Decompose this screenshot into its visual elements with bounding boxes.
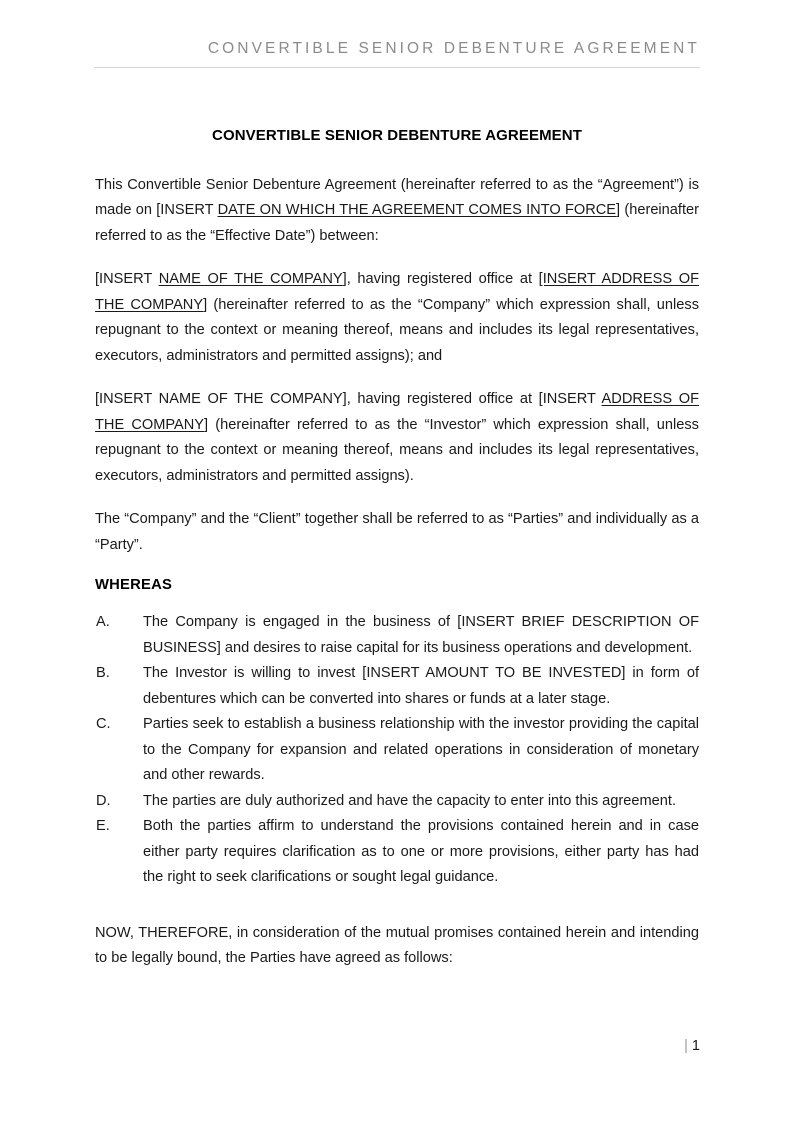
placeholder-company-address: [INSERT ADDRESS OF THE COMPANY: [95, 271, 699, 313]
list-item-text: The Investor is willing to invest [INSERT AMOUNT TO BE INVESTED] in form of debentures which can be converted into shares or funds at a later stage.: [143, 665, 699, 707]
page-number: 1: [691, 1038, 700, 1054]
placeholder-effective-date: DATE ON WHICH THE AGREEMENT COMES INTO FORCE: [217, 202, 617, 218]
paragraph-investor-party: [95, 387, 699, 489]
list-item-text: The parties are duly authorized and have the capacity to enter into this agreement.: [143, 792, 676, 809]
placeholder-company-name: NAME OF THE COMPANY: [158, 271, 343, 287]
paragraph-parties-definition: The “Company” and the “Client” together shall be referred to as “Parties” and individually as a “Party”.: [95, 511, 699, 553]
document-body: [95, 126, 699, 972]
list-item-text: Parties seek to establish a business relationship with the investor providing the capital to the Company for expansion and related operations in consideration of monetary and other rewards.: [143, 716, 699, 783]
list-item: [95, 789, 699, 815]
paragraph-preamble: [95, 173, 699, 250]
company-text-mid: ], having registered office at: [342, 271, 539, 287]
list-item-text: Both the parties affirm to understand the provisions contained herein and in case either party requires clarification as to one or more provisions, either party has had the right to seek clarifications or sought legal guidance.: [143, 818, 699, 885]
placeholder-investor-address: ADDRESS OF THE COMPANY: [95, 391, 700, 433]
investor-text-lead: [INSERT NAME OF THE COMPANY], having registered office at [INSERT: [95, 391, 602, 407]
footer-separator: |: [684, 1038, 688, 1054]
company-text-lead: [INSERT: [95, 271, 159, 287]
list-item-marker: C.: [96, 716, 111, 732]
list-item: [95, 661, 699, 712]
running-header-title: CONVERTIBLE SENIOR DEBENTURE AGREEMENT: [207, 40, 700, 57]
list-item-marker: E.: [96, 818, 110, 834]
preamble-text-tail: ] (hereinafter referred to as the “Effective Date”) between:: [95, 202, 699, 244]
paragraph-company-party: [95, 267, 699, 369]
investor-text-tail: ] (hereinafter referred to as the “Investor” which expression shall, unless repugnant to the context or meaning thereof, means and includes its legal representatives, executors, administrators and permitted assigns).: [95, 416, 699, 484]
preamble-text-lead: This Convertible Senior Debenture Agreement (hereinafter referred to as the “Agreement”) is made on [INSERT: [95, 176, 699, 218]
list-item: [95, 610, 699, 661]
list-item: [95, 814, 699, 891]
page-footer: [94, 1038, 700, 1054]
whereas-recital-list: [95, 610, 699, 891]
list-item-marker: D.: [96, 792, 111, 809]
list-item-marker: B.: [96, 665, 110, 681]
paragraph-now-therefore: NOW, THEREFORE, in consideration of the mutual promises contained herein and intending to be legally bound, the Parties have agreed as follows:: [95, 924, 699, 966]
list-item-marker: A.: [96, 614, 110, 630]
list-item-text: The Company is engaged in the business of [INSERT BRIEF DESCRIPTION OF BUSINESS] and desires to raise capital for its business operations and development.: [143, 614, 699, 656]
document-title: CONVERTIBLE SENIOR DEBENTURE AGREEMENT: [212, 127, 582, 144]
company-text-tail: ] (hereinafter referred to as the “Company” which expression shall, unless repugnant to the context or meaning thereof, means and includes its legal representatives, executors, administrators and permitted assigns); and: [95, 296, 699, 364]
whereas-heading: WHEREAS: [95, 577, 173, 593]
running-header: [94, 40, 700, 68]
list-item: [95, 712, 699, 789]
